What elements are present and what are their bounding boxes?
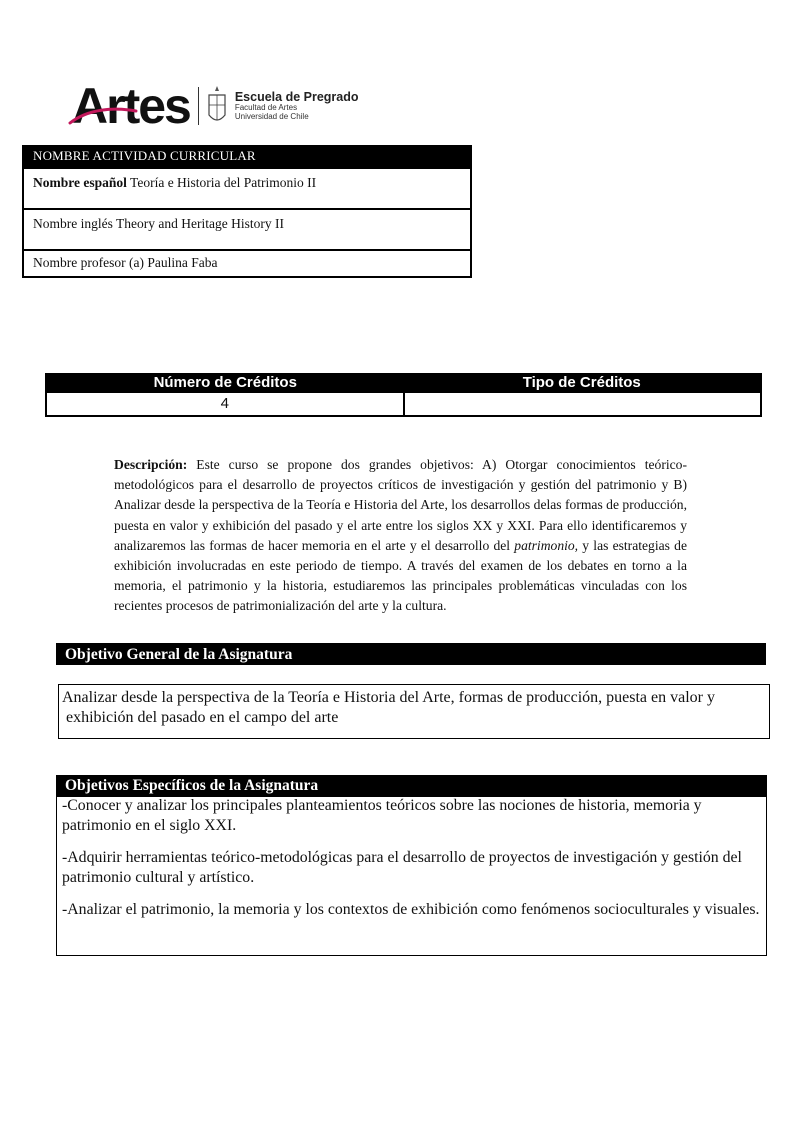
artes-wordmark bbox=[72, 78, 190, 134]
credits-table-header bbox=[47, 373, 760, 393]
professor-row bbox=[24, 249, 470, 276]
description-label: Descripción: bbox=[114, 457, 188, 472]
course-description bbox=[114, 455, 687, 617]
spanish-name-row bbox=[24, 167, 470, 208]
school-name-block bbox=[235, 91, 359, 121]
list-item: -Analizar el patrimonio, la memoria y los contextos de exhibición como fenómenos socioculturales y visuales. bbox=[62, 901, 760, 918]
school-name: Escuela de Pregrado bbox=[234, 90, 359, 105]
specific-objectives-list bbox=[62, 796, 762, 932]
credits-type-header: Tipo de Créditos bbox=[522, 374, 641, 391]
credits-type-value bbox=[405, 393, 761, 415]
activity-table-header: NOMBRE ACTIVIDAD CURRICULAR bbox=[24, 145, 470, 167]
general-objective-line1: Analizar desde la perspectiva de la Teoría e Historia del Arte, formas de producción, puesta en valor y bbox=[62, 689, 715, 706]
university-seal-icon bbox=[205, 85, 229, 127]
university-name: Universidad de Chile bbox=[234, 111, 309, 121]
swoosh-icon bbox=[68, 99, 138, 129]
activity-table bbox=[22, 145, 472, 278]
list-item: -Conocer y analizar los principales planteamientos teóricos sobre las nociones de historia, memoria y patrimonio en el siglo XXI. bbox=[62, 797, 702, 834]
general-objective-line2: exhibición del pasado en el campo del arte bbox=[66, 709, 339, 726]
professor-value: Paulina Faba bbox=[147, 255, 218, 270]
specific-objectives-header: Objetivos Específicos de la Asignatura bbox=[56, 775, 767, 797]
wordmark-text: Artes bbox=[72, 78, 190, 134]
english-name-value: Theory and Heritage History II bbox=[116, 216, 284, 231]
spanish-name-value: Teoría e Historia del Patrimonio II bbox=[130, 175, 317, 190]
professor-label: Nombre profesor (a) bbox=[33, 255, 144, 270]
credits-table-row bbox=[47, 393, 760, 415]
credits-number-value: 4 bbox=[47, 393, 405, 415]
english-name-label: Nombre inglés bbox=[33, 216, 113, 231]
general-objective-box bbox=[58, 684, 770, 739]
description-italic-word: patrimonio, bbox=[514, 537, 579, 553]
english-name-row bbox=[24, 208, 470, 249]
credits-number-header: Número de Créditos bbox=[153, 374, 297, 391]
list-item: -Adquirir herramientas teórico-metodológicas para el desarrollo de proyectos de investigación y gestión del patrimonio cultural y artístico. bbox=[62, 849, 742, 886]
general-objective-header: Objetivo General de la Asignatura bbox=[56, 643, 766, 665]
spanish-name-label: Nombre español bbox=[33, 175, 127, 190]
logo-divider bbox=[198, 87, 199, 125]
header-logo bbox=[72, 78, 359, 134]
description-text: Este curso se propone dos grandes objetivos: A) Otorgar conocimientos teórico-metodológicos para el desarrollo de proyectos críticos de investigación y gestión del patrimonio y B) Analizar desde la perspectiva de la Teoría e Historia del Arte, los desarrollos delas formas de producción, puesta en valor y exhibición del pasado y el arte entre los siglos XX y XXI. Para ello identificaremos y analizaremos las formas de hacer memoria en el arte y el desarrollo del bbox=[114, 457, 687, 553]
faculty-name: Facultad de Artes bbox=[234, 103, 298, 113]
credits-table bbox=[45, 373, 762, 417]
description-text-end: y las estrategias de exhibición involucradas en este periodo de tiempo. A través del examen de los debates en torno a la memoria, el patrimonio y la historia, estudiaremos las principales problemáticas vinculadas con los recientes procesos de patrimonialización del arte y la cultura. bbox=[114, 537, 687, 614]
